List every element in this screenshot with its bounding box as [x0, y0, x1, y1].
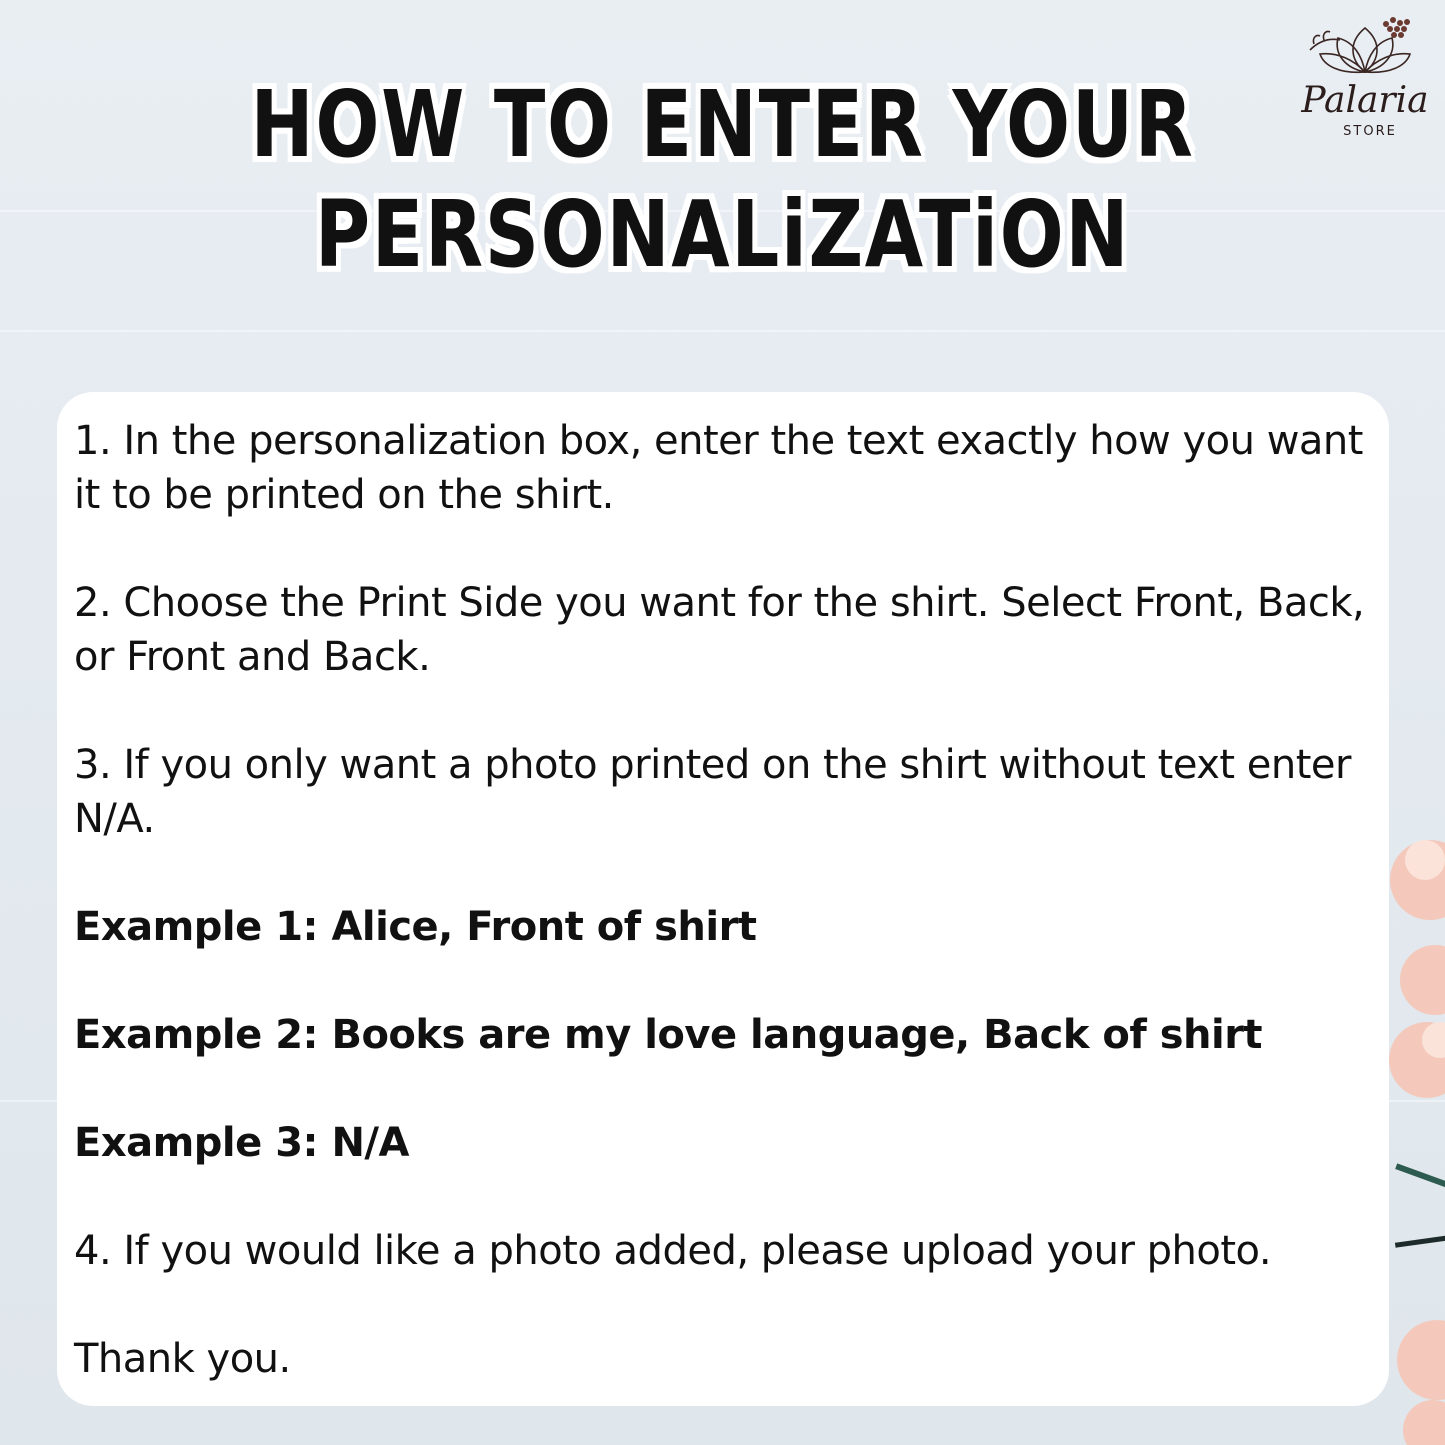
- lotus-flower-icon: [1290, 10, 1440, 90]
- instruction-item: 2. Choose the Print Side you want for the shirt. Select Front, Back, or Front and Back.: [74, 580, 1365, 680]
- closing-text: Thank you.: [74, 1336, 291, 1382]
- instructions-card: [57, 392, 1389, 1406]
- page-title-line-2: PERSONALiZATiON: [314, 181, 1131, 288]
- instruction-item: 4. If you would like a photo added, please upload your photo.: [74, 1228, 1272, 1274]
- logo-name: Palaria: [1301, 80, 1429, 121]
- instruction-item: 1. In the personalization box, enter the text exactly how you want it to be printed on the shirt.: [74, 418, 1363, 518]
- store-logo: [1290, 10, 1440, 140]
- flower-decoration-icon: [1385, 800, 1445, 1445]
- example-item: Example 2: Books are my love language, Back of shirt: [74, 1012, 1263, 1058]
- page-title: [130, 70, 1315, 290]
- example-item: Example 1: Alice, Front of shirt: [74, 904, 757, 950]
- example-item: Example 3: N/A: [74, 1120, 409, 1166]
- page-title-line-1: HOW TO ENTER YOUR: [250, 71, 1195, 178]
- background-plank-line: [0, 330, 1445, 332]
- instruction-item: 3. If you only want a photo printed on the shirt without text enter N/A.: [74, 742, 1351, 842]
- logo-subtitle: STORE: [1343, 124, 1397, 139]
- instructions-text: [74, 414, 1384, 1386]
